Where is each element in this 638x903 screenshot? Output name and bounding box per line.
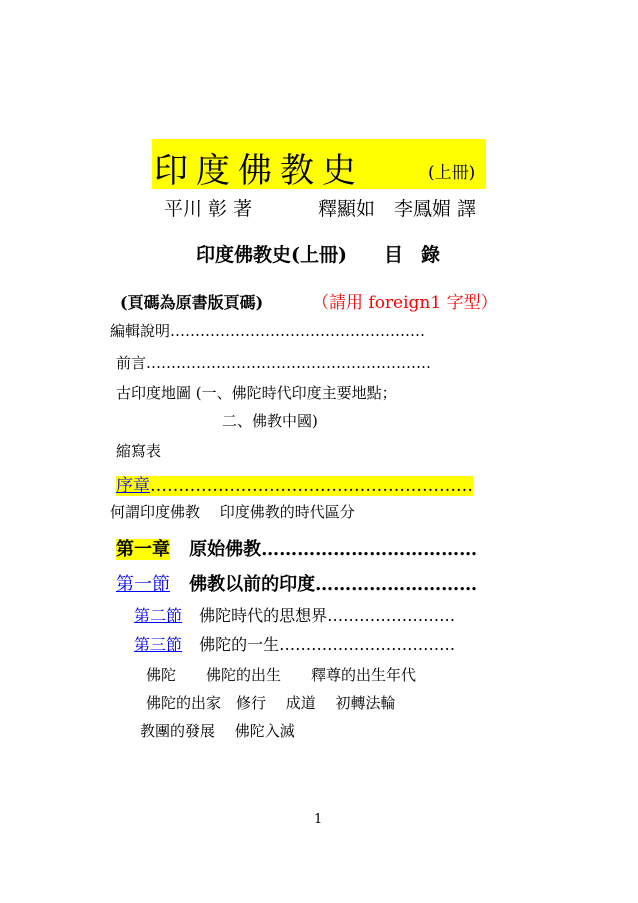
toc-chapter-1[interactable]	[116, 535, 477, 561]
chapter-1-title: 原始佛教………………………………	[189, 539, 478, 560]
section-3-title: 佛陀的一生……………………………	[199, 635, 456, 654]
toc-section-1[interactable]	[116, 570, 477, 596]
section-3-link[interactable]: 第三節	[134, 635, 183, 654]
page-number-note: (頁碼為原書版頁碼)	[120, 293, 264, 312]
toc-maps[interactable]: 古印度地圖 (一、佛陀時代印度主要地點；	[116, 384, 397, 402]
toc-heading: 印度佛教史(上冊)	[196, 244, 347, 266]
toc-editorial[interactable]: 編輯說明……………………………………………	[110, 322, 426, 340]
chapter-1-label[interactable]: 第一章	[116, 539, 170, 560]
section-3-topics-1: 佛陀 佛陀的出生 釋尊的出生年代	[146, 666, 417, 684]
toc-abbrev[interactable]: 縮寫表	[116, 442, 162, 460]
book-volume: (上冊)	[428, 163, 476, 183]
toc-preface[interactable]: 前言…………………………………………………	[116, 354, 432, 372]
font-note: （請用 foreign1 字型）	[312, 293, 498, 313]
section-3-topics-3: 教團的發展 佛陀入滅	[140, 722, 295, 740]
section-3-topics-2: 佛陀的出家 修行 成道 初轉法輪	[146, 694, 396, 712]
toc-heading-label: 目錄	[384, 244, 459, 266]
intro-dots: …………………………………………………	[150, 476, 473, 496]
section-2-title: 佛陀時代的思想界……………………	[199, 606, 456, 625]
translator-line: 釋顯如 李鳳媚 譯	[318, 198, 477, 220]
page-number: 1	[314, 812, 323, 827]
author-line: 平川 彰 著	[164, 198, 253, 220]
toc-intro[interactable]	[116, 471, 473, 496]
toc-section-2[interactable]	[134, 603, 455, 626]
book-title: 印度佛教史	[154, 151, 364, 191]
section-1-title: 佛教以前的印度………………………	[189, 574, 478, 595]
toc-section-3[interactable]	[134, 632, 455, 655]
toc-maps-2[interactable]: 二、佛教中國)	[222, 412, 318, 430]
section-2-link[interactable]: 第二節	[134, 606, 183, 625]
intro-link[interactable]: 序章	[116, 476, 150, 496]
toc-intro-sub: 何謂印度佛教 印度佛教的時代區分	[110, 503, 355, 521]
section-1-link[interactable]: 第一節	[116, 574, 170, 595]
